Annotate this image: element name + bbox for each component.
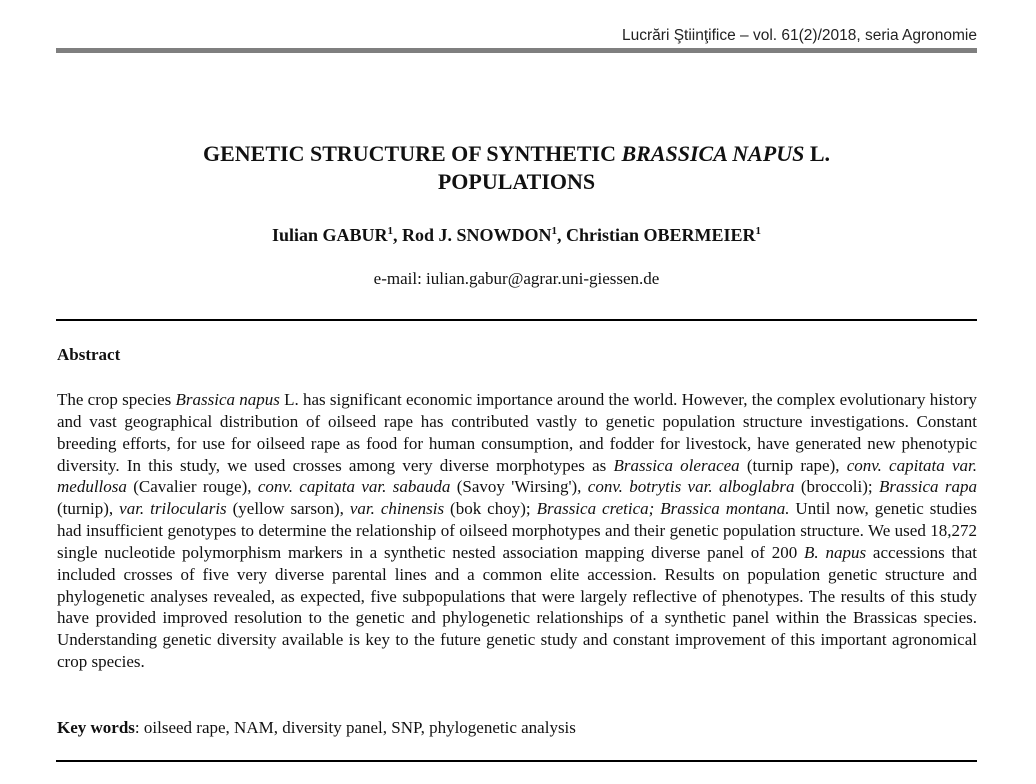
- author-name: Christian OBERMEIER: [566, 225, 756, 245]
- title-species: BRASSICA NAPUS: [621, 141, 805, 166]
- abstract-italic-term: conv. capitata var. sabauda: [257, 477, 451, 497]
- abstract-italic-term: Brassica rapa: [879, 477, 977, 497]
- abstract-text: (broccoli);: [794, 477, 879, 497]
- abstract-italic-term: var. chinensis: [349, 499, 445, 519]
- abstract-italic-term: B. napus: [804, 542, 867, 562]
- abstract-text: accessions that included crosses of five very diverse parental lines and a common elite accession. Results on population genetic structure and phylogenetic analyses revealed, as expected, five subpopulations that were largely reflective of phenotypes. The results of this study have provided improved resolution to the genetic and phylogenetic relationships of a synthetic panel within the Brassicas species. Understanding genetic diversity available is key to the future genetic study and constant improvement of this important agronomical crop species.: [57, 542, 977, 672]
- abstract-text: (turnip),: [57, 499, 120, 519]
- section-rule-top: [56, 319, 977, 321]
- title-part-2: L.: [804, 141, 830, 166]
- abstract-text: Until now, genetic studies had insufficient genotypes to determine the relationship of oilseed morphotypes and their genetic population structure. We used 18,272 single nucleotide polymorphism markers in a synthetic nested association mapping diverse panel of 200: [57, 499, 977, 562]
- author-name: Rod J. SNOWDON: [401, 225, 552, 245]
- author-affiliation: 1: [387, 225, 393, 237]
- header-rule: [56, 48, 977, 53]
- title-line-2: POPULATIONS: [437, 169, 596, 194]
- abstract-italic-term: Brassica cretica; Brassica montana.: [536, 499, 790, 519]
- abstract-text: (bok choy);: [444, 499, 537, 519]
- keywords-text: : oilseed rape, NAM, diversity panel, SNP, phylogenetic analysis: [134, 718, 576, 737]
- keywords-label: Key words: [57, 718, 135, 737]
- abstract-italic-term: Brassica oleracea: [613, 455, 740, 475]
- keywords: [57, 717, 977, 739]
- abstract-text: (turnip rape),: [739, 455, 847, 475]
- abstract-italic-term: conv. capitata var. medullosa: [57, 455, 977, 497]
- author-affiliation: 1: [551, 225, 558, 237]
- abstract-text: The crop species: [57, 390, 176, 409]
- title-part-1: GENETIC STRUCTURE OF SYNTHETIC: [203, 141, 622, 166]
- abstract-text: (Cavalier rouge),: [126, 477, 258, 497]
- paper-title: [56, 140, 977, 196]
- abstract-heading: Abstract: [57, 345, 121, 364]
- section-rule-bottom: [56, 760, 977, 762]
- author-affiliation: 1: [755, 225, 762, 237]
- abstract-body: [57, 389, 977, 673]
- abstract-italic-term: conv. botrytis var. alboglabra: [587, 477, 795, 497]
- author-name: Iulian GABUR: [271, 225, 388, 245]
- abstract-italic-term: Brassica napus: [175, 390, 280, 409]
- author-list: Iulian GABUR$^1$, Rod J. SNOWDON$^1$, Christian OBERMEIER$^1$: [271, 225, 762, 245]
- abstract-text: (Savoy 'Wirsing'),: [450, 477, 588, 497]
- running-head: Lucrări Ştiinţifice – vol. 61(2)/2018, seria Agronomie: [622, 27, 977, 44]
- abstract-italic-term: var. trilocularis: [119, 499, 227, 519]
- contact-email: e-mail: iulian.gabur@agrar.uni-giessen.de: [373, 269, 660, 288]
- abstract-text: L. has significant economic importance around the world. However, the complex evolutionary history and vast geographical distribution of oilseed rape has contributed vastly to genetic population structure investigations. Constant breeding efforts, for use for oilseed rape as food for human consumption, and fodder for livestock, have generated new phenotypic diversity. In this study, we used crosses among very diverse morphotypes as: [57, 390, 977, 475]
- abstract-text: (yellow sarson),: [226, 499, 350, 519]
